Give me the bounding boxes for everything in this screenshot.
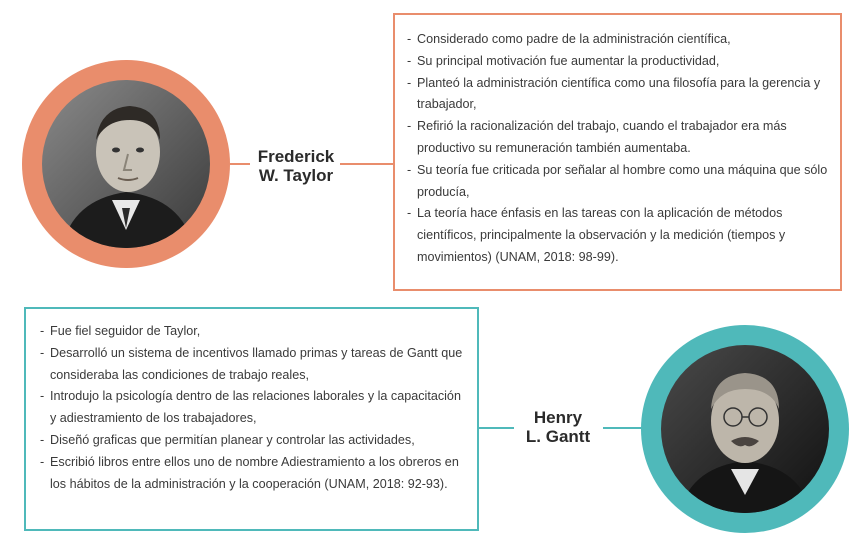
list-item: - Su principal motivación fue aumentar la productividad,: [407, 53, 720, 68]
list-item: - Su teoría fue criticada por señalar al hombre como una máquina que sólo producía,: [407, 162, 828, 199]
list-item: - La teoría hace énfasis en las tareas con la aplicación de métodos científicos, principalmente la observación y la medición (tiempos y movimientos) (UNAM, 2018: 98-99).: [407, 206, 786, 264]
gantt-portrait-photo: [661, 345, 829, 513]
gantt-info-box: [24, 307, 479, 531]
gantt-name-line1: Henry: [533, 408, 583, 427]
taylor-portrait-photo: [42, 80, 210, 248]
list-item: - Escribió libros entre ellos uno de nombre Adiestramiento a los obreros en los hábitos de la administración y la cooperación (UNAM, 2018: 92-93).: [40, 454, 459, 491]
taylor-info-box: [393, 13, 842, 291]
list-item: - Planteó la administración científica como una filosofía para la gerencia y trabajador,: [407, 75, 821, 112]
taylor-connector-line-box: [340, 163, 394, 165]
list-item: - Diseñó graficas que permitían planear y controlar las actividades,: [40, 432, 415, 447]
taylor-portrait-frame: [22, 60, 230, 268]
list-item: - Fue fiel seguidor de Taylor,: [40, 324, 201, 338]
gantt-name-line2: L. Gantt: [525, 427, 591, 446]
taylor-name-line2: W. Taylor: [258, 166, 334, 185]
taylor-name-label: [246, 147, 346, 185]
taylor-name-line1: Frederick: [257, 147, 335, 166]
gantt-portrait-frame: [641, 325, 849, 533]
list-item: - Considerado como padre de la administración científica,: [407, 32, 731, 46]
list-item: - Introdujo la psicología dentro de las relaciones laborales y la capacitación y adiestramiento de los trabajadores,: [40, 389, 461, 426]
list-item: - Refirió la racionalización del trabajo, cuando el trabajador era más productivo su remuneración también aumentaba.: [407, 119, 787, 155]
list-item: - Desarrolló un sistema de incentivos llamado primas y tareas de Gantt que consideraba las condiciones de trabajo reales,: [40, 345, 463, 382]
gantt-connector-line: [603, 427, 643, 429]
gantt-name-label: [508, 408, 608, 446]
